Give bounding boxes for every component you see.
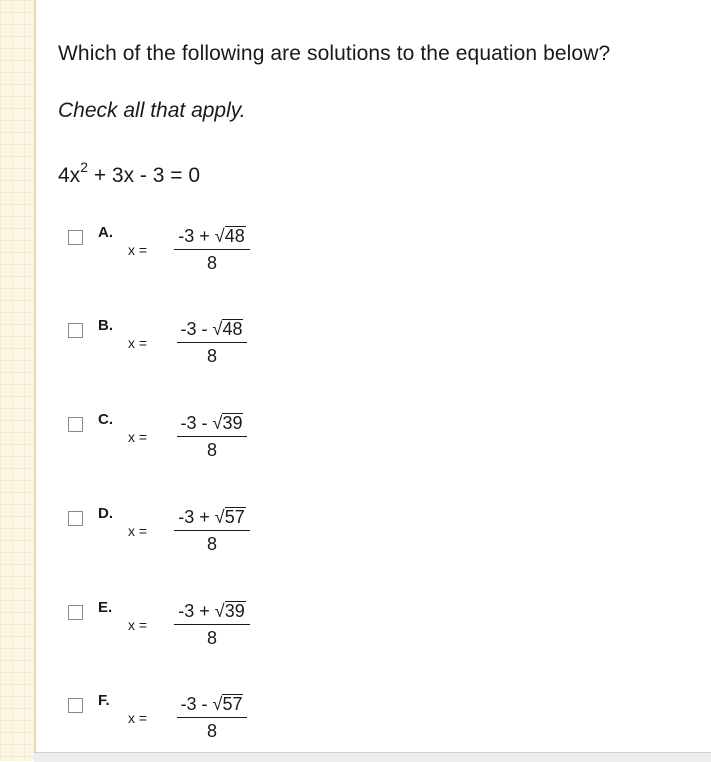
instruction-text: Check all that apply. (58, 99, 246, 122)
x-equals-label: x = (128, 335, 148, 351)
option-letter: C. (98, 411, 113, 428)
question-text: Which of the following are solutions to the equation below? (58, 42, 611, 65)
option-letter: F. (98, 692, 110, 709)
x-equals-label: x = (128, 242, 148, 258)
x-equals-label: x = (128, 710, 148, 726)
numerator (177, 319, 248, 343)
numerator (177, 694, 248, 718)
equation-exponent: 2 (80, 159, 88, 175)
numerator-prefix: -3 - (180, 319, 213, 339)
radicand: 48 (224, 226, 245, 246)
numerator-prefix: -3 + (178, 601, 215, 621)
radical-sign: √ (214, 507, 225, 527)
denominator: 8 (206, 253, 217, 273)
option-a[interactable] (68, 224, 288, 294)
equation-rest: + 3x - 3 = 0 (87, 164, 201, 187)
radical-sign: √ (214, 601, 225, 621)
option-e[interactable] (68, 599, 288, 669)
radical-sign: √ (212, 413, 223, 433)
option-d[interactable] (68, 505, 288, 575)
checkbox-f[interactable] (68, 698, 83, 713)
checkbox-e[interactable] (68, 605, 83, 620)
radical-sign: √ (212, 319, 223, 339)
x-equals-label: x = (128, 523, 148, 539)
x-equals-label: x = (128, 429, 148, 445)
numerator (177, 413, 248, 437)
denominator: 8 (206, 534, 217, 554)
numerator-prefix: -3 - (180, 694, 213, 714)
option-c[interactable] (68, 411, 288, 481)
radicand: 57 (222, 694, 243, 714)
left-border (34, 0, 36, 761)
checkbox-b[interactable] (68, 323, 83, 338)
fraction (162, 601, 262, 649)
fraction (162, 413, 262, 461)
numerator-prefix: -3 + (178, 226, 215, 246)
fraction (162, 226, 262, 274)
equation-base: 4x (58, 164, 81, 187)
left-decorative-strip (0, 0, 34, 761)
denominator: 8 (206, 440, 217, 460)
radicand: 57 (224, 507, 245, 527)
option-letter: A. (98, 224, 113, 241)
radicand: 39 (222, 413, 243, 433)
checkbox-c[interactable] (68, 417, 83, 432)
option-letter: E. (98, 599, 113, 616)
checkbox-a[interactable] (68, 230, 83, 245)
numerator-prefix: -3 + (178, 507, 215, 527)
denominator: 8 (206, 721, 217, 741)
fraction (162, 319, 262, 367)
radicand: 39 (224, 601, 245, 621)
numerator (174, 507, 249, 531)
numerator (174, 226, 249, 250)
radicand: 48 (222, 319, 243, 339)
denominator: 8 (206, 346, 217, 366)
fraction (162, 694, 262, 742)
denominator: 8 (206, 628, 217, 648)
numerator-prefix: -3 - (180, 413, 213, 433)
x-equals-label: x = (128, 617, 148, 633)
option-letter: D. (98, 505, 113, 522)
radical-sign: √ (214, 226, 225, 246)
numerator (174, 601, 249, 625)
radical-sign: √ (212, 694, 223, 714)
option-b[interactable] (68, 317, 288, 387)
checkbox-d[interactable] (68, 511, 83, 526)
equation (58, 161, 200, 188)
option-letter: B. (98, 317, 113, 334)
fraction (162, 507, 262, 555)
